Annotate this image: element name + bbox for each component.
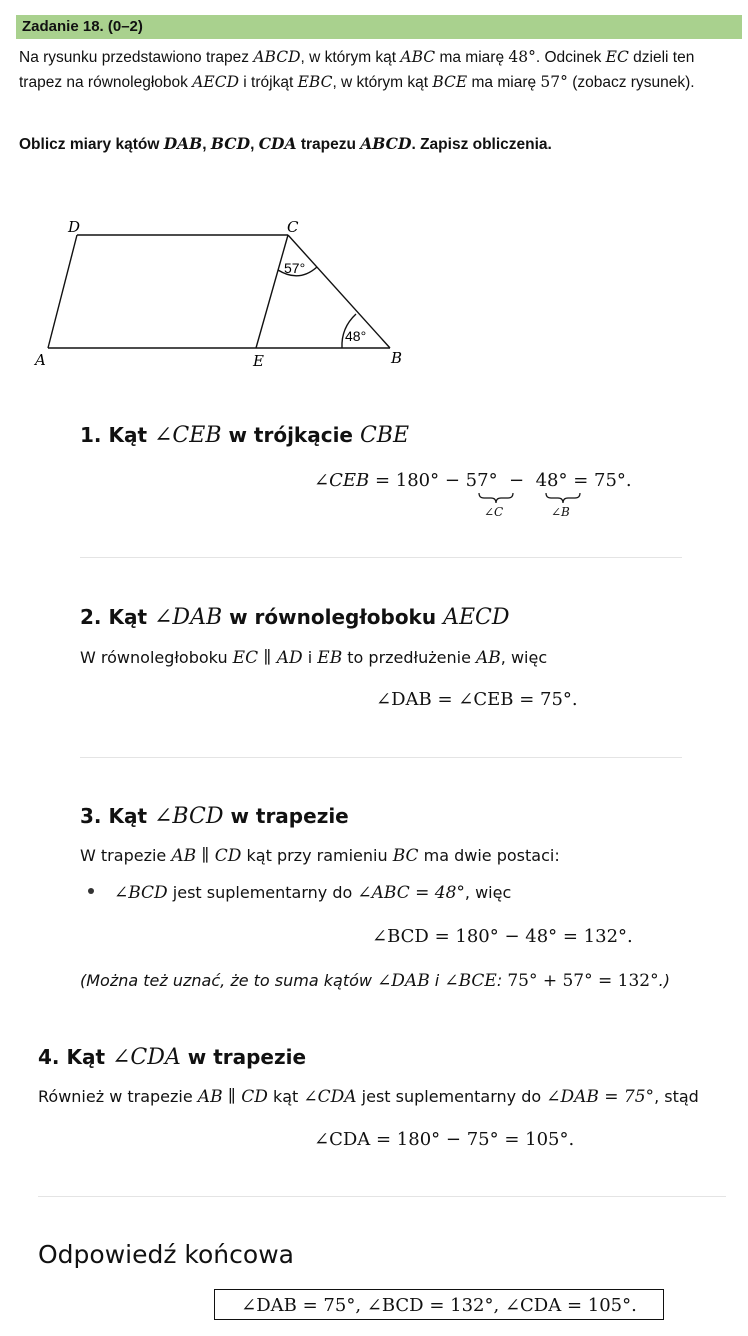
intro-text: , w którym kąt	[332, 74, 433, 91]
equation-minus: −	[509, 470, 525, 491]
label-a: A	[35, 351, 46, 369]
paragraph-math: EB	[317, 648, 343, 668]
final-answer-title: Odpowiedź końcowa	[38, 1240, 294, 1269]
section-text: w równoległoboku	[222, 605, 444, 629]
divider	[38, 1196, 726, 1197]
note-text: (Można też uznać, że to suma kątów	[80, 971, 378, 990]
section-3-title	[80, 804, 349, 829]
intro-text: ma miarę	[435, 49, 509, 66]
paragraph-math: AB ∥ CD	[197, 1087, 268, 1107]
paragraph-text: to przedłużenie	[342, 648, 476, 667]
section-text: w trapezie	[180, 1045, 307, 1069]
paragraph-math: ∠CDA	[303, 1087, 357, 1107]
paragraph-text: jest suplementarny do	[356, 1087, 547, 1106]
task-text: ,	[250, 136, 259, 153]
paragraph-text: W trapezie	[80, 846, 172, 865]
paragraph-text: i	[302, 648, 318, 667]
section-2-paragraph	[80, 648, 547, 668]
task-math: DAB	[163, 134, 203, 153]
section-4-paragraph	[38, 1087, 699, 1107]
paragraph-text: , stąd	[654, 1087, 699, 1106]
section-math: AECD	[443, 605, 510, 630]
section-number: 1. Kąt	[80, 423, 154, 447]
paragraph-text: W równoległoboku	[80, 648, 233, 667]
paragraph-text: kąt przy ramieniu	[241, 846, 393, 865]
section-4-title	[38, 1045, 306, 1070]
task-title: Zadanie 18. (0–2)	[22, 18, 143, 35]
intro-math: AECD	[192, 73, 239, 91]
intro-text: , w którym kąt	[300, 49, 401, 66]
section-math: CBE	[359, 423, 410, 448]
section-3-paragraph	[80, 846, 560, 866]
section-angle: ∠CEB	[154, 423, 222, 448]
intro-math: 57°	[540, 73, 568, 91]
intro-math: BCE	[432, 73, 468, 91]
bullet-point	[88, 888, 94, 894]
angle-label-57: 57°	[284, 260, 306, 276]
note-math: 75° + 57° = 132°	[507, 971, 659, 991]
paragraph-text: ma dwie postaci:	[418, 846, 560, 865]
intro-math: 48°	[508, 48, 536, 66]
angle-label-48: 48°	[345, 328, 367, 344]
label-e: E	[253, 352, 264, 370]
intro-text: . Odcinek	[535, 49, 606, 66]
task-text: ,	[202, 136, 211, 153]
task-text: . Zapisz obliczenia.	[411, 136, 552, 153]
paragraph-math: AB	[476, 648, 501, 668]
task-description	[19, 45, 731, 95]
bullet-math: ∠BCD	[114, 883, 168, 903]
section-number: 3. Kąt	[80, 804, 154, 828]
equation-term-57: 57°	[465, 470, 498, 491]
task-math: ABCD	[360, 134, 412, 153]
divider	[80, 557, 682, 558]
equation-dab: ∠DAB = ∠CEB = 75°.	[376, 689, 578, 710]
paragraph-math: ∠DAB = 75°	[546, 1087, 655, 1107]
section-angle: ∠BCD	[154, 804, 224, 829]
bullet-text: , więc	[464, 883, 512, 902]
task-text: trapezu	[296, 136, 361, 153]
paragraph-text: kąt	[267, 1087, 304, 1106]
intro-math: ABC	[400, 48, 436, 66]
intro-math: ABCD	[253, 48, 301, 66]
intro-text: i trójkąt	[239, 74, 298, 91]
section-number: 2. Kąt	[80, 605, 154, 629]
task-text: Oblicz miary kątów	[19, 136, 164, 153]
section-2-title	[80, 605, 509, 630]
paragraph-math: AB ∥ CD	[171, 846, 242, 866]
paragraph-text: , więc	[500, 648, 548, 667]
equation-cda: ∠CDA = 180° − 75° = 105°.	[314, 1129, 575, 1150]
equation-rhs: = 75°.	[573, 470, 632, 491]
paragraph-math: BC	[392, 846, 419, 866]
task-instruction	[19, 134, 552, 154]
note-text: .)	[658, 971, 670, 990]
note-math: ∠BCE	[444, 971, 497, 991]
intro-text: Na rysunku przedstawiono trapez	[19, 49, 254, 66]
section-angle: ∠CDA	[112, 1045, 181, 1070]
section-1-title	[80, 423, 409, 448]
bullet-text: jest suplementarny do	[167, 883, 358, 902]
task-math: CDA	[258, 134, 297, 153]
equation-middle: = 180° −	[374, 470, 460, 491]
section-3-note	[80, 971, 670, 991]
segment-ce	[256, 235, 288, 348]
section-text: w trapezie	[223, 804, 349, 828]
label-b: B	[391, 349, 403, 367]
intro-math: EBC	[297, 73, 333, 91]
equation-lhs: ∠CEB	[314, 470, 370, 491]
label-c: C	[287, 218, 299, 236]
equation-bcd: ∠BCD = 180° − 48° = 132°.	[372, 926, 633, 947]
section-angle: ∠DAB	[154, 605, 223, 630]
trapezoid-figure	[0, 210, 440, 380]
note-text: i	[429, 971, 445, 990]
intro-text: ma miarę	[467, 74, 541, 91]
brace-48	[546, 493, 580, 503]
intro-text: (zobacz rysunek).	[567, 74, 695, 91]
equation-ceb	[314, 470, 632, 491]
brace-57	[479, 493, 513, 503]
task-math: BCD	[210, 134, 251, 153]
bullet-math: ∠ABC = 48°	[357, 883, 465, 903]
divider	[80, 757, 682, 758]
label-d: D	[68, 218, 81, 236]
note-math: ∠DAB	[377, 971, 430, 991]
segment-ad	[48, 235, 77, 348]
task-header	[16, 15, 742, 39]
section-number: 4. Kąt	[38, 1045, 112, 1069]
paragraph-text: Również w trapezie	[38, 1087, 198, 1106]
underbraces	[474, 491, 584, 505]
final-answer-box: ∠DAB = 75°, ∠BCD = 132°, ∠CDA = 105°.	[214, 1289, 664, 1320]
intro-text: dzieli ten trapez na równoległobok	[19, 49, 695, 91]
section-3-bullet	[114, 883, 511, 903]
note-text: :	[496, 971, 508, 990]
paragraph-math: EC ∥ AD	[232, 648, 303, 668]
brace-label-c: ∠C	[484, 505, 504, 519]
section-text: w trójkącie	[221, 423, 360, 447]
intro-math: EC	[605, 48, 629, 66]
equation-term-48: 48°	[535, 470, 568, 491]
segment-cb	[288, 235, 390, 348]
brace-label-b: ∠B	[551, 505, 570, 519]
